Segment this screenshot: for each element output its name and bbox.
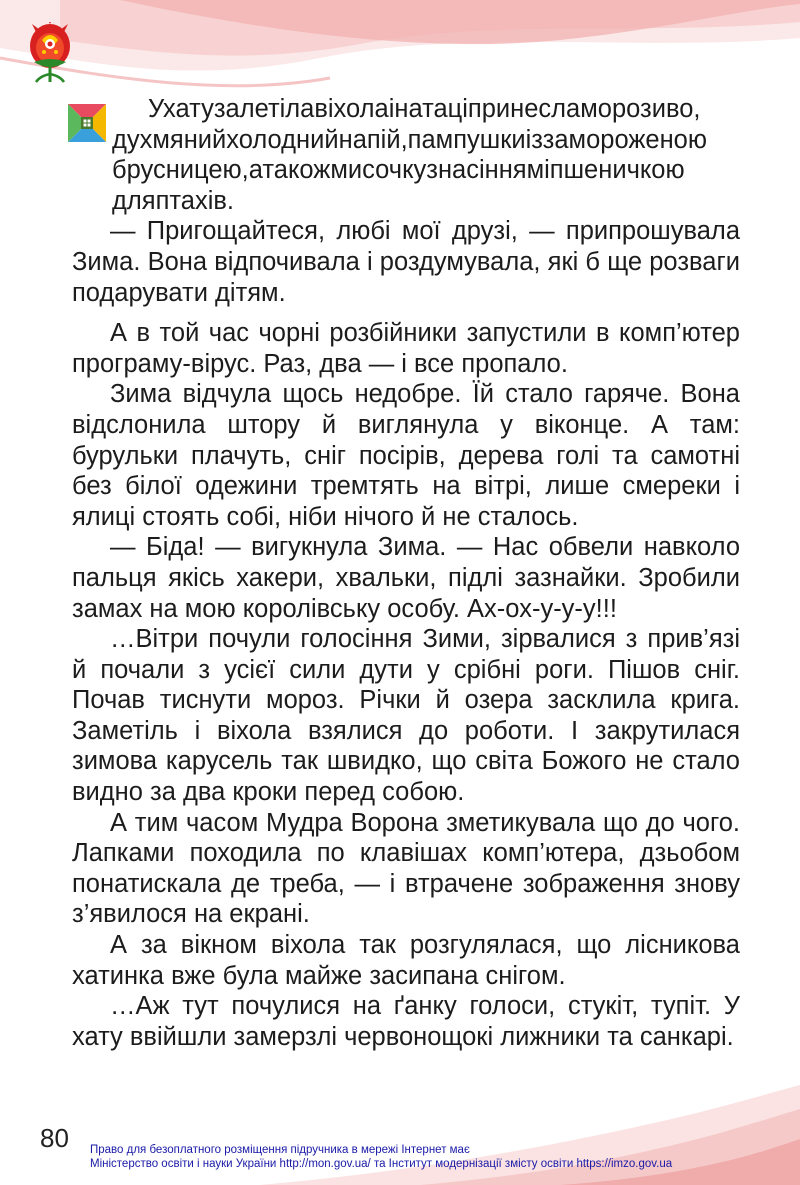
paragraph-6: …Вітри почули голосіння Зими, зірвалися з прив’язі й почали з усієї сили дути у срібні роги. Пішов сніг. Почав тиснути мороз. Річки й озера засклила крига. Заметіль і віхола взялися до роботи. І закрутилася зимова карусель так швидко, що світа Божого не стало видно за два кроки перед собою. [72,625,740,807]
footer-copyright [90,1143,672,1171]
paragraph-3: А в той час чорні розбійники запустили в комп’ютер програму-вірус. Раз, два — і все пропало. [72,319,740,378]
paragraph-5: — Біда! — вигукнула Зима. — Нас обвели навколо пальця якісь хакери, хвальки, підлі зазнайки. Зробили замах на мою королівську особу. Ах-ох-у-у-у!!! [72,533,740,623]
paragraph-7: А тим часом Мудра Ворона зметикувала що до чого. Лапками походила по клавішах комп’ютера, дзьобом понатискала де треба, — і втрачене зображення знову з’явилося на екрані. [72,808,740,929]
paragraph-9: …Аж тут почулися на ґанку голоси, стукіт, тупіт. У хату ввійшли замерзлі червонощокі лижники та санкарі. [72,992,740,1051]
footer-line-2: Міністерство освіти і науки України http://mon.gov.ua/ та Інститут модернізації змісту освіти https://imzo.gov.ua [90,1158,673,1170]
folk-flower-ornament-icon [22,22,78,84]
footer-line-1: Право для безоплатного розміщення підручника в мережі Інтернет має [90,1144,470,1156]
paragraph-2: — Пригощайтеся, любі мої друзі, — припрошувала Зима. Вона відпочивала і роздумувала, які б ще розваги подарувати дітям. [72,217,740,307]
story-text [72,94,740,1052]
paragraph-1: Ухатузалетілавіхолаінатаціпринесламорозиво, духмянийхолоднийнапій,пампушкиіззамороженою брусницею,атакожмисочкузнасінняміпшеничкою дляптахів. [112,95,707,215]
paragraph-4: Зима відчула щось недобре. Їй стало гаряче. Вона відслонила штору й виглянула у віконце. А там: бурульки плачуть, сніг посірів, дерева голі та самотні без білої одежини тремтять на вітрі, лише смереки і ялиці стоять собі, ніби нічого й не сталось. [72,380,740,531]
page-number: 80 [40,1123,69,1153]
paragraph-8: А за вікном віхола так розгулялася, що лісникова хатинка вже була майже засипана снігом. [72,931,740,990]
